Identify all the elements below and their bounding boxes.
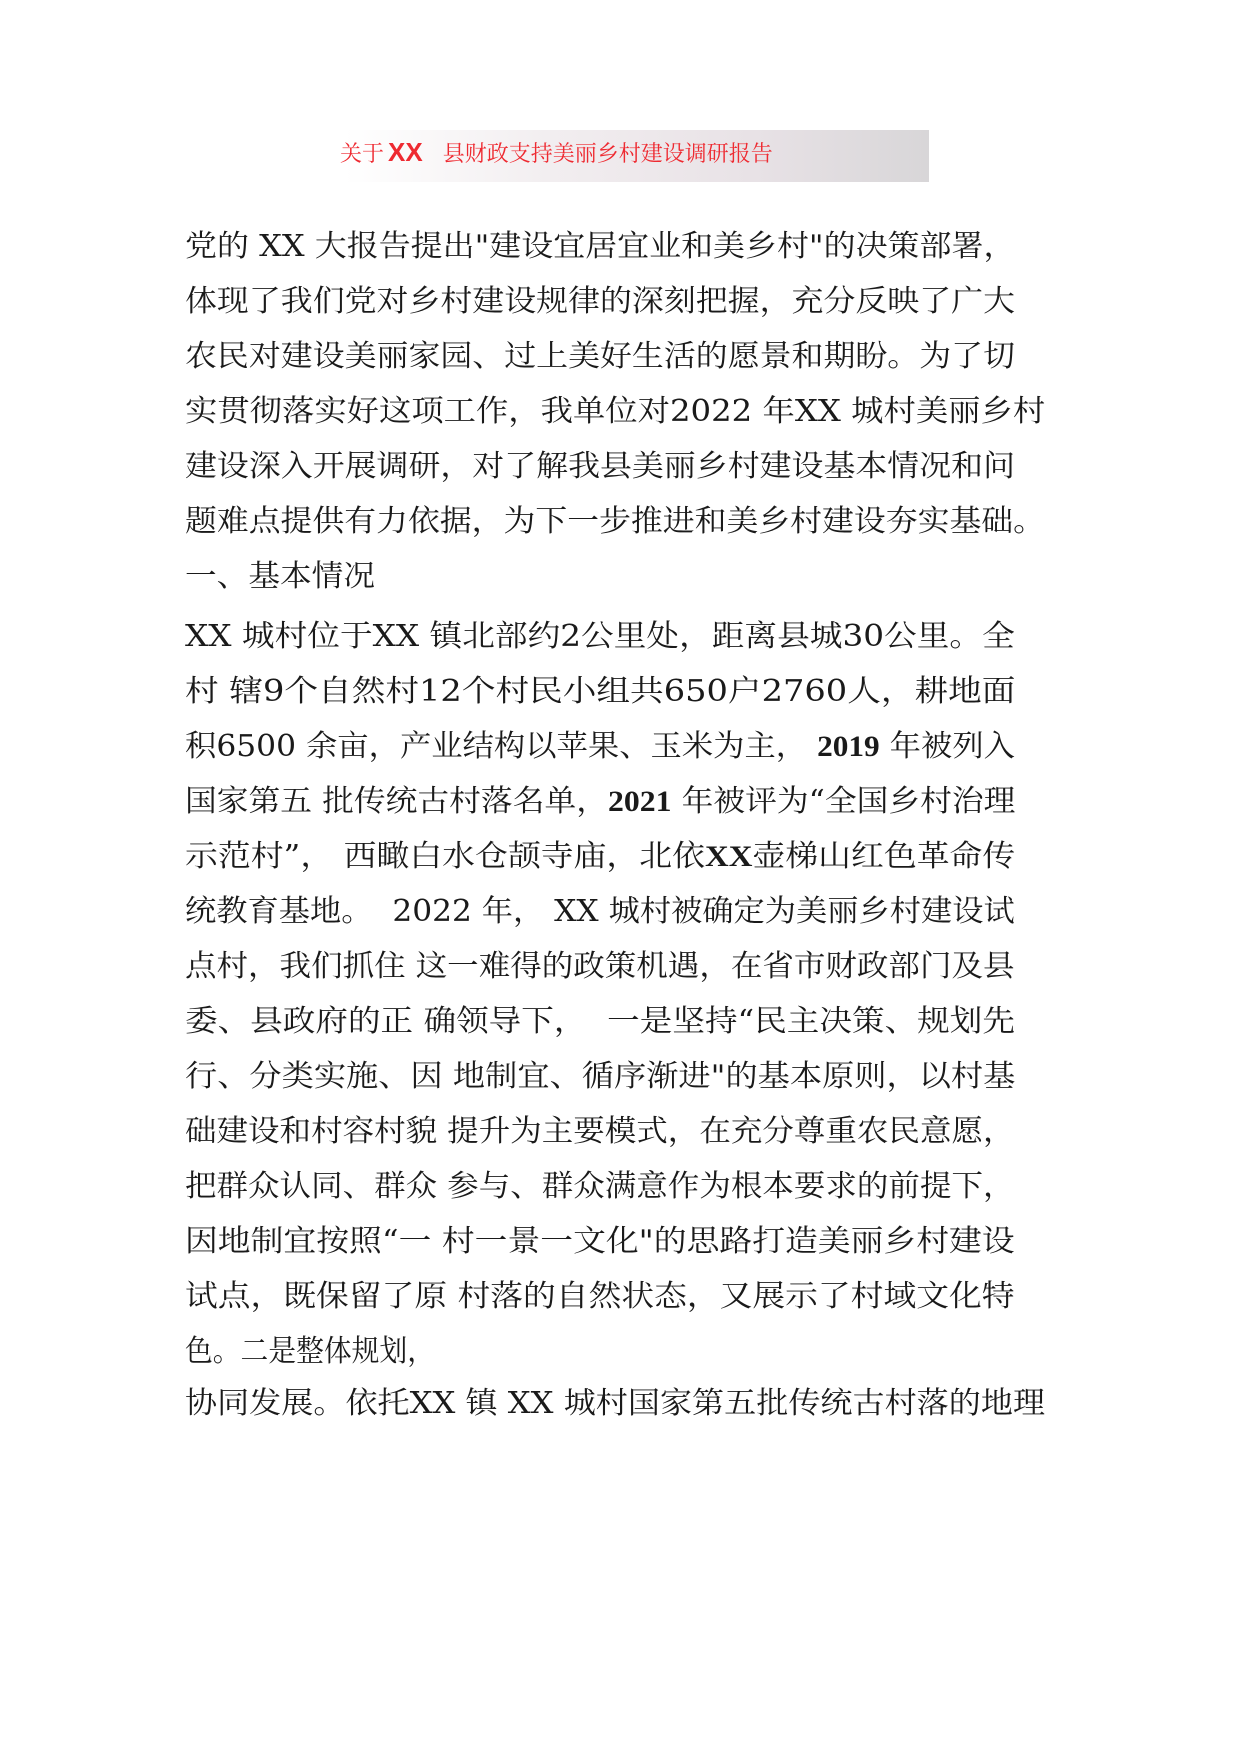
text-run: 统教育基地。 2022 年， XX 城村被确定为美丽乡村建设试 — [185, 894, 1015, 929]
body-line — [185, 1220, 1015, 1264]
text-run: 村 辖9个自然村12个村民小组共650户2760人，耕地面 — [185, 674, 1016, 709]
bold-text: 2019 — [817, 730, 880, 763]
text-run: XX 城村位于XX 镇北部约2公里处，距离县城30公里。全 — [185, 619, 1015, 654]
text-run: 题难点提供有力依据，为下一步推进和美乡村建设夯实基础。 — [185, 504, 1045, 539]
text-run: 试点，既保留了原 村落的自然状态，又展示了村域文化特 — [185, 1279, 1015, 1314]
body-line — [185, 615, 1015, 659]
body-line — [185, 1110, 1015, 1154]
body-line — [185, 555, 375, 599]
text-run: 农民对建设美丽家园、过上美好生活的愿景和期盼。为了切 — [185, 339, 1015, 374]
text-run: 示范村”， 西瞰白水仓颉寺庙，北依 — [185, 839, 705, 874]
body-line — [185, 1165, 1015, 1209]
text-run: 积6500 余亩，产业结构以苹果、玉米为主， — [185, 729, 818, 764]
body-line — [185, 1055, 1015, 1099]
text-run: 国家第五 批传统古村落名单， — [185, 784, 608, 819]
body-line — [185, 225, 1015, 269]
text-run: 础建设和村容村貌 提升为主要模式，在充分尊重农民意愿， — [185, 1114, 1015, 1149]
text-run: 把群众认同、群众 参与、群众满意作为根本要求的前提下， — [185, 1169, 1015, 1204]
text-run: 实贯彻落实好这项工作，我单位对2022 年XX 城村美丽乡村 — [185, 394, 1046, 429]
bold-text: XX — [704, 840, 753, 873]
text-run: 党的 XX 大报告提出"建设宜居宜业和美乡村"的决策部署， — [185, 229, 1016, 264]
body-line — [185, 890, 1015, 934]
body-line — [185, 445, 1015, 489]
text-run: 协同发展。依托XX 镇 XX 城村国家第五批传统古村落的地理 — [185, 1386, 1046, 1421]
bold-text: 2021 — [607, 785, 672, 818]
document-title — [340, 134, 773, 170]
text-run: 一、基本情况 — [185, 559, 375, 594]
title-xx: XX — [388, 137, 423, 167]
body-line — [185, 1275, 1015, 1319]
body-line — [185, 725, 1015, 769]
body-line — [185, 835, 1015, 879]
text-run: 行、分类实施、因 地制宜、循序渐进"的基本原则，以村基 — [185, 1059, 1016, 1094]
text-run: 年被评为“全国乡村治理 — [671, 784, 1016, 819]
body-line — [185, 670, 1015, 714]
text-run: 点村，我们抓住 这一难得的政策机遇，在省市财政部门及县 — [185, 949, 1015, 984]
body-line — [185, 390, 1045, 434]
text-run: 色。二是整体规划， — [185, 1334, 435, 1369]
text-run: 年被列入 — [879, 729, 1015, 764]
body-line — [185, 335, 1015, 379]
title-prefix: 关于 — [340, 142, 385, 167]
body-line — [185, 1382, 1045, 1426]
body-line — [185, 1330, 435, 1374]
body-line — [185, 945, 1015, 989]
body-line — [185, 280, 1015, 324]
text-run: 体现了我们党对乡村建设规律的深刻把握，充分反映了广大 — [185, 284, 1015, 319]
text-run: 壶梯山红色革命传 — [752, 839, 1016, 874]
body-line — [185, 780, 1015, 824]
body-line — [185, 1000, 1015, 1044]
text-run: 因地制宜按照“一 村一景一文化"的思路打造美丽乡村建设 — [185, 1224, 1015, 1259]
text-run: 委、县政府的正 确领导下， 一是坚持“民主决策、规划先 — [185, 1004, 1015, 1039]
body-line — [185, 500, 1045, 544]
text-run: 建设深入开展调研，对了解我县美丽乡村建设基本情况和问 — [185, 449, 1015, 484]
title-rest: 县财政支持美丽乡村建设调研报告 — [442, 142, 773, 167]
